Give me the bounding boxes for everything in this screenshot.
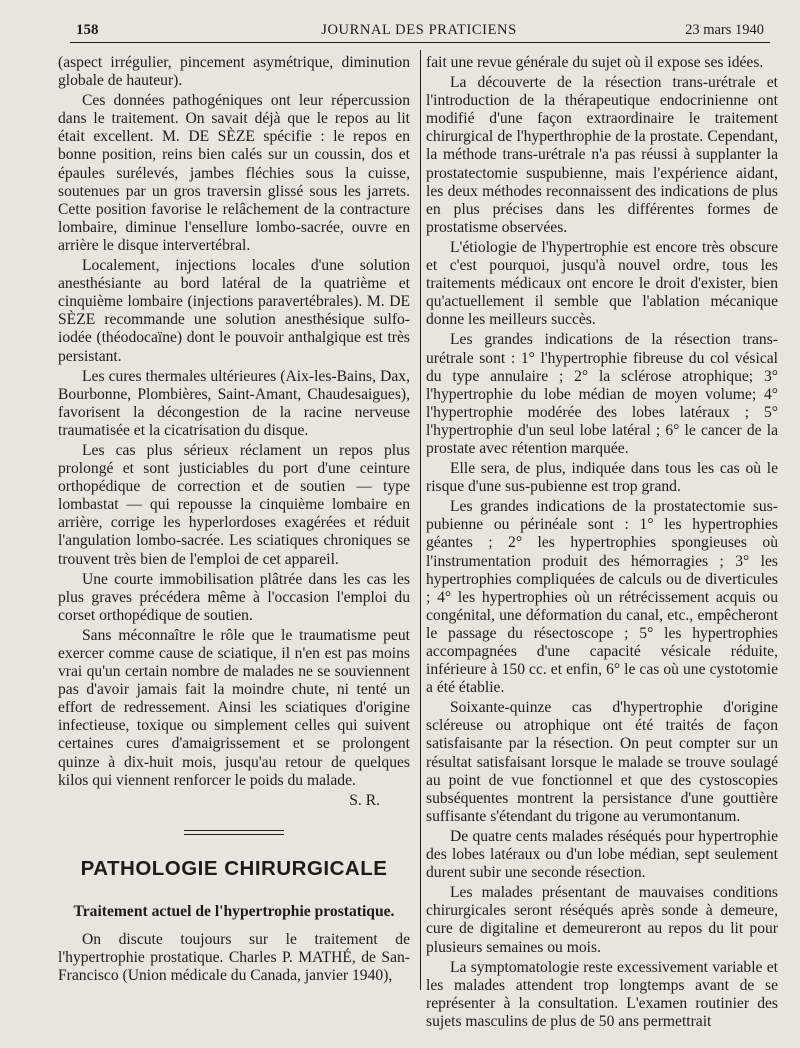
- paragraph: Les cas plus sérieux réclament un repos plus prolongé et sont justiciables du port d'une ceinture orthopédique de correction et de soutien — type lombastat — qui repousse la cinquième lombaire en arrière, corrige les hyperlordoses exagérées et réduit l'angulation lombo-sacrée. Les sciatiques chroniques se trouvent très bien de l'emploi de cet appareil.: [58, 441, 410, 568]
- paragraph: Les grandes indications de la résection trans-urétrale sont : 1° l'hypertrophie fibreuse du col vésical du type annulaire ; 2° la sclérose atrophique; 3° l'hypertrophie du lobe médian de moyen volume; 4° l'hypertrophie modérée des lobes latéraux ; 5° l'hypertrophie d'un seul lobe latéral ; 6° le cancer de la prostate avec rétention marquée.: [426, 331, 778, 457]
- paragraph: fait une revue générale du sujet où il expose ses idées.: [426, 54, 764, 71]
- page-number: 158: [76, 22, 99, 38]
- header-rule: [70, 42, 770, 43]
- paragraph: (aspect irrégulier, pincement asymétrique, diminution globale de hauteur).: [58, 54, 410, 90]
- column-divider: [420, 50, 421, 990]
- section-separator: [184, 830, 284, 835]
- author-signature: S. R.: [349, 791, 380, 809]
- page-header: [68, 18, 770, 48]
- paragraph: Ces données pathogéniques ont leur répercussion dans le traitement. On savait déjà que le repos au lit était excellent. M. DE SÈZE spécifie : le repos en bonne position, reins bien calés sur un coussin, dos et épaules surélevés, jambes fléchies sous la cuisse, soutenues par un gros traversin glissé sous les jarrets. Cette position favorise le relâchement de la contracture lombaire, diminue l'ensellure lombo-sacrée, ouvre en arrière le disque intervertébral.: [58, 92, 410, 254]
- right-column: [426, 54, 778, 1033]
- paragraph: Localement, injections locales d'une solution anesthésiante au bord latéral de la quatrième et cinquième lombaire (injections paravertébrales). M. DE SÈZE recommande une solution anesthésique sulfo-iodée (théodocaïne) dont le pouvoir anthalgique est très persistant.: [58, 257, 410, 365]
- paragraph: L'étiologie de l'hypertrophie est encore très obscure et c'est pourquoi, jusqu'à nouvel ordre, tous les traitements médicaux ont encore le droit d'exister, bien qu'actuellement il semble que l'ablation mécanique donne les meilleurs succès.: [426, 238, 778, 329]
- article-intro: On discute toujours sur le traitement de l'hypertrophie prostatique. Charles P. MATHÉ, de San-Francisco (Union médicale du Canada, janvier 1940),: [58, 930, 410, 985]
- journal-title: JOURNAL DES PRATICIENS: [321, 22, 517, 38]
- paragraph: Sans méconnaître le rôle que le traumatisme peut exercer comme cause de sciatique, il n'en est pas moins vrai qu'un certain nombre de malades ne se souviennent pas d'avoir jamais fait la moindre chute, ni tenté un effort de redressement. Ainsi les sciatiques d'origine infectieuse, toxique ou simplement celles qui suivent certaines cures d'amaigrissement et se prolongent quinze à dix-huit mois, jusqu'au retour de quelques kilos qui viennent renforcer le poids du malade.: [58, 626, 410, 789]
- paragraph: La symptomatologie reste excessivement variable et les malades attendent trop longtemps avant de se représenter à la consultation. L'examen routinier des sujets masculins de plus de 50 ans permettrait: [426, 958, 778, 1030]
- paragraph: Les malades présentant de mauvaises conditions chirurgicales seront réséqués après sonde à demeure, cure de digitaline et demeureront au repos du lit pour plusieurs semaines ou mois.: [426, 884, 778, 956]
- paragraph: De quatre cents malades réséqués pour hypertrophie des lobes latéraux ou d'un lobe médian, sept seulement durent subir une seconde résection.: [426, 827, 778, 882]
- left-column: [58, 54, 410, 987]
- paragraph: Les cures thermales ultérieures (Aix-les-Bains, Dax, Bourbonne, Plombières, Saint-Amant, Chaudesaigues), favorisent la décongestion de la racine nerveuse traumatisée et la cicatrisation du disque.: [58, 367, 410, 439]
- article-title: Traitement actuel de l'hypertrophie prostatique.: [73, 902, 395, 920]
- paragraph: La découverte de la résection trans-urétrale et l'introduction de la thérapeutique endocrinienne ont modifié d'une façon extraordinaire le traitement chirurgical de l'hyperthrophie de la prostate. Cependant, la méthode trans-urétrale n'a pas réussi à supplanter la prostatectomie suspubienne, mais l'expérience aidant, les deux méthodes reconnaissent des indications de plus en plus précises dans les différentes formes de prostatisme observées.: [426, 74, 778, 236]
- paragraph: Elle sera, de plus, indiquée dans tous les cas où le risque d'une sus-pubienne est trop grand.: [426, 460, 778, 496]
- paragraph: Une courte immobilisation plâtrée dans les cas les plus graves précédera même à l'occasion l'emploi du corset orthopédique de soutien.: [58, 570, 410, 624]
- paragraph: Soixante-quinze cas d'hypertrophie d'origine scléreuse ou atrophique ont été traités de façon satisfaisante par la résection. On peut compter sur un résultat satisfaisant lorsque le malade se trouve soulagé au point de vue fonctionnel et que des cystoscopies subséquentes montrent la persistance d'une gouttière suffisante s'étendant du trigone au verumontanum.: [426, 699, 778, 825]
- section-title: PATHOLOGIE CHIRURGICALE: [80, 856, 388, 880]
- paragraph: Les grandes indications de la prostatectomie sus-pubienne ou périnéale sont : 1° les hypertrophies géantes ; 2° les hypertrophies spongieuses où l'instrumentation produit des hémorragies ; 3° les hypertrophies compliquées de calculs ou de diverticules ; 4° les hypertrophies où un rétrécissement acquis ou congénital, une déformation du canal, etc., empêcheront le passage du résectoscope ; 5° les hypertrophies accompagnées d'une capacité vésicale réduite, inférieure à 150 cc. et enfin, 6° le cas où une cystotomie a été établie.: [426, 498, 778, 697]
- issue-date: 23 mars 1940: [685, 22, 764, 38]
